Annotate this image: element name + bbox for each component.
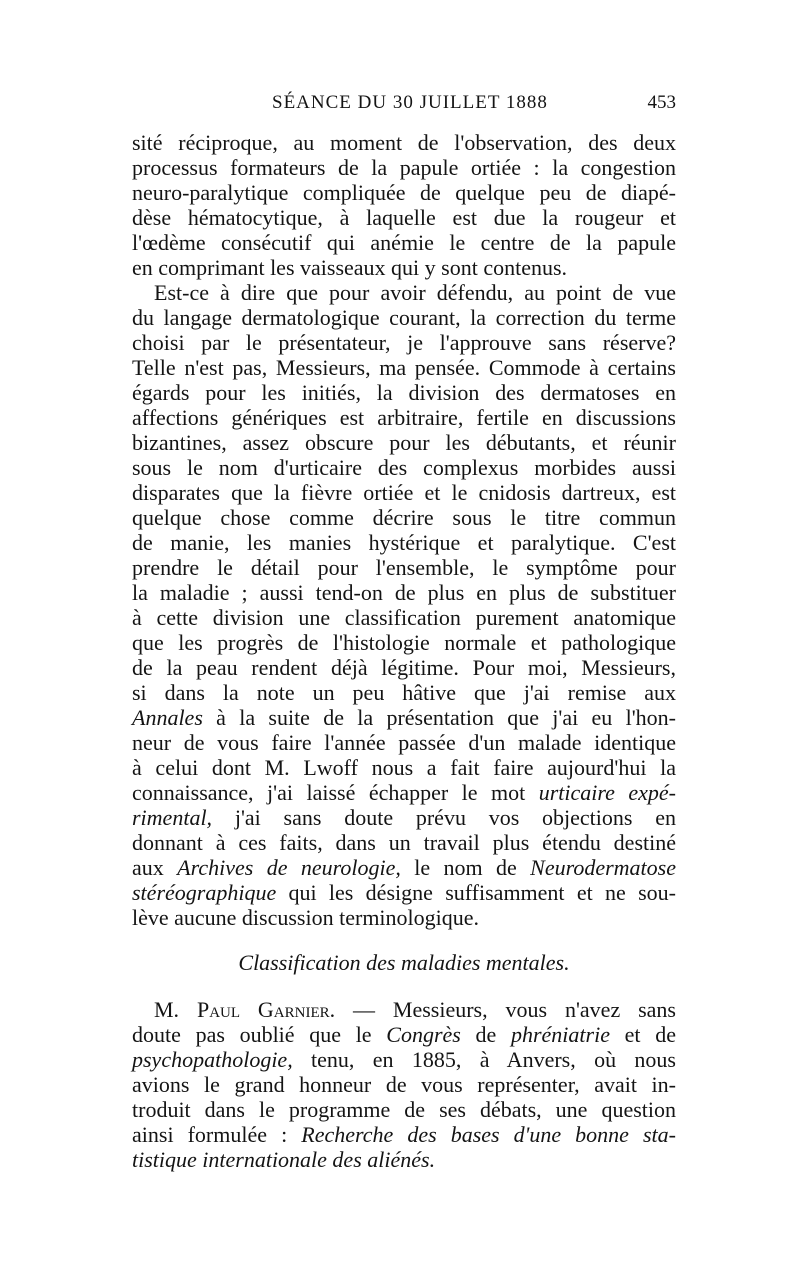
text-line: rimental, j'ai sans doute prévu vos objections en — [132, 805, 676, 830]
italic-term: urticaire expé- — [538, 780, 677, 805]
text-line: dèse hématocytique, à laquelle est due la rougeur et — [132, 205, 676, 230]
text-line: du langage dermatologique courant, la correction du terme — [132, 305, 676, 330]
italic-title: Archives de neurologie, — [177, 855, 401, 880]
text-line: doute pas oublié que le Congrès de phréniatrie et de — [132, 1022, 676, 1047]
text-line: donnant à ces faits, dans un travail plus étendu destiné — [132, 830, 676, 855]
italic-quote: Recherche des bases d'une bonne sta- — [301, 1122, 676, 1147]
italic-term: Congrès — [386, 1022, 461, 1047]
text-line: neuro-paralytique compliquée de quelque peu de diapé- — [132, 180, 676, 205]
text-line: sous le nom d'urticaire des complexus morbides aussi — [132, 455, 676, 480]
speaker-name: Paul Garnier. — [196, 997, 336, 1022]
text-line: Telle n'est pas, Messieurs, ma pensée. Commode à certains — [132, 355, 676, 380]
text-line: troduit dans le programme de ses débats, une question — [132, 1097, 676, 1122]
text-line: lève aucune discussion terminologique. — [132, 905, 480, 930]
text-line: M. Paul Garnier. — Messieurs, vous n'avez sans — [154, 997, 676, 1022]
text-line: si dans la note un peu hâtive que j'ai remise aux — [132, 680, 676, 705]
text-line: en comprimant les vaisseaux qui y sont contenus. — [132, 255, 568, 280]
italic-term: stéréographique — [132, 880, 277, 905]
italic-term: psychopathologie, — [132, 1047, 293, 1072]
text-line: bizantines, assez obscure pour les débutants, et réunir — [132, 430, 676, 455]
running-head: SÉANCE DU 30 JUILLET 1888 — [272, 92, 548, 113]
text-line: avions le grand honneur de vous représenter, avait in- — [132, 1072, 676, 1097]
text-line: Annales à la suite de la présentation que j'ai eu l'hon- — [132, 705, 676, 730]
text-line: à celui dont M. Lwoff nous a fait faire aujourd'hui la — [132, 755, 676, 780]
text-line: sité réciproque, au moment de l'observation, des deux — [132, 130, 676, 155]
italic-quote: tistique internationale des aliénés. — [132, 1147, 436, 1172]
text-line: disparates que la fièvre ortiée et le cnidosis dartreux, est — [132, 480, 676, 505]
text-line: aux Archives de neurologie, le nom de Neurodermatose — [132, 855, 676, 880]
text-line: l'œdème consécutif qui anémie le centre de la papule — [132, 230, 676, 255]
text-line: que les progrès de l'histologie normale et pathologique — [132, 630, 676, 655]
text-line: quelque chose comme décrire sous le titre commun — [132, 505, 676, 530]
section-heading: Classification des maladies mentales. — [238, 950, 570, 975]
text-line: la maladie ; aussi tend-on de plus en plus de substituer — [132, 580, 676, 605]
text-line: connaissance, j'ai laissé échapper le mot urticaire expé- — [132, 780, 677, 805]
text-line: neur de vous faire l'année passée d'un malade identique — [132, 730, 676, 755]
text-line: de la peau rendent déjà légitime. Pour moi, Messieurs, — [132, 655, 676, 680]
italic-term: phréniatrie — [510, 1022, 610, 1047]
text-line: processus formateurs de la papule ortiée : la congestion — [132, 155, 676, 180]
italic-term: Neurodermatose — [530, 855, 676, 880]
italic-title: Annales — [132, 705, 203, 730]
text-line: psychopathologie, tenu, en 1885, à Anvers, où nous — [132, 1047, 676, 1072]
text-line: ainsi formulée : Recherche des bases d'une bonne sta- — [132, 1122, 676, 1147]
page-number: 453 — [647, 92, 676, 113]
text-line: stéréographique qui les désigne suffisamment et ne sou- — [132, 880, 676, 905]
text-line: Est-ce à dire que pour avoir défendu, au point de vue — [154, 280, 676, 305]
text-line: choisi par le présentateur, je l'approuve sans réserve? — [132, 330, 676, 355]
text-line: à cette division une classification purement anatomique — [132, 605, 676, 630]
text-line: de manie, les manies hystérique et paralytique. C'est — [132, 530, 676, 555]
text-line — [132, 1145, 676, 1175]
text-line: prendre le détail pour l'ensemble, le symptôme pour — [132, 555, 676, 580]
text-line: égards pour les initiés, la division des dermatoses en — [132, 380, 676, 405]
italic-term: rimental, — [132, 805, 213, 830]
page-header — [132, 92, 676, 120]
text-line: affections génériques est arbitraire, fertile en discussions — [132, 405, 676, 430]
